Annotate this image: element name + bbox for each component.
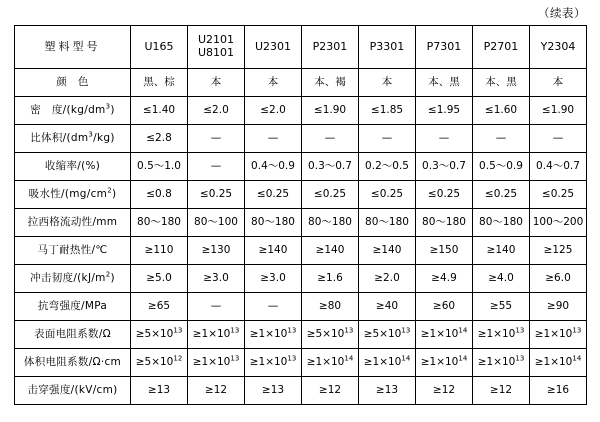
table-cell: ≤0.25	[359, 181, 416, 209]
table-cell: ≤2.0	[188, 97, 245, 125]
table-cell: 100～200	[530, 209, 587, 237]
row-property-label: 比体积$/(dm^3/kg)$	[15, 125, 131, 153]
table-cell: ≤0.25	[302, 181, 359, 209]
table-cell: 80～180	[473, 209, 530, 237]
table-header-row	[15, 26, 587, 69]
table-column-header: Y2304	[530, 26, 587, 69]
table-cell: ≤1.95	[416, 97, 473, 125]
table-cell: $\ge 1\times 10^{13}$	[188, 321, 245, 349]
table-cell: $\ge 1\times 10^{13}$	[473, 349, 530, 377]
table-cell: 0.4～0.7	[530, 153, 587, 181]
table-cell: 本	[188, 69, 245, 97]
table-cell: —	[188, 125, 245, 153]
table-cell: ≥2.0	[359, 265, 416, 293]
table-row	[15, 349, 587, 377]
row-property-label: 抗弯强度/MPa	[15, 293, 131, 321]
table-cell: —	[530, 125, 587, 153]
table-row	[15, 181, 587, 209]
row-property-label: 拉西格流动性/mm	[15, 209, 131, 237]
table-cell: ≥125	[530, 237, 587, 265]
table-cell: —	[359, 125, 416, 153]
table-cell: ≤0.25	[245, 181, 302, 209]
table-cell: —	[245, 293, 302, 321]
table-column-header: U2301	[245, 26, 302, 69]
table-cell: ≥13	[245, 377, 302, 405]
table-cell: ≥90	[530, 293, 587, 321]
row-property-label: 密 度$/(kg/dm^3)$	[15, 97, 131, 125]
table-cell: ≥150	[416, 237, 473, 265]
table-cell: ≤2.0	[245, 97, 302, 125]
table-row	[15, 377, 587, 405]
table-cell: 0.2～0.5	[359, 153, 416, 181]
table-cell: ≥110	[131, 237, 188, 265]
table-cell: $\ge 1\times 10^{13}$	[530, 321, 587, 349]
table-cell: —	[245, 125, 302, 153]
table-cell: 80～180	[245, 209, 302, 237]
column-header-line: U2101	[197, 33, 235, 47]
row-property-label: 收缩率/(%)	[15, 153, 131, 181]
table-cell: 0.5～1.0	[131, 153, 188, 181]
row-property-label: 颜 色	[15, 69, 131, 97]
table-cell: $\ge 5\times 10^{13}$	[131, 321, 188, 349]
table-cell: ≥40	[359, 293, 416, 321]
table-cell: 本、黑	[473, 69, 530, 97]
table-body	[15, 26, 587, 405]
table-corner-header: 塑料型号	[15, 26, 131, 69]
table-row	[15, 293, 587, 321]
table-cell: ≤0.25	[473, 181, 530, 209]
table-cell: ≤1.90	[530, 97, 587, 125]
table-cell: ≤2.8	[131, 125, 188, 153]
table-cell: $\ge 1\times 10^{13}$	[245, 321, 302, 349]
table-cell: $\ge 1\times 10^{14}$	[530, 349, 587, 377]
table-cell: ≥140	[302, 237, 359, 265]
table-cell: $\ge 1\times 10^{13}$	[245, 349, 302, 377]
table-row	[15, 125, 587, 153]
table-row	[15, 209, 587, 237]
row-property-label: 击穿强度/(kV/cm)	[15, 377, 131, 405]
table-cell: 本、黑	[416, 69, 473, 97]
table-cell: ≥13	[359, 377, 416, 405]
table-cell: ≥12	[302, 377, 359, 405]
table-cell: 80～180	[302, 209, 359, 237]
table-cell: —	[188, 153, 245, 181]
continued-table-label: （续表）	[538, 6, 586, 20]
table-cell: ≤0.25	[530, 181, 587, 209]
table-cell: ≤0.8	[131, 181, 188, 209]
row-property-label: 冲击韧度$/(kJ/m^2)$	[15, 265, 131, 293]
table-cell: 0.3～0.7	[416, 153, 473, 181]
table-cell: $\ge 5\times 10^{13}$	[302, 321, 359, 349]
table-cell: ≤0.25	[416, 181, 473, 209]
column-header-line: U8101	[197, 46, 235, 59]
table-column-header: P2301	[302, 26, 359, 69]
table-cell: 80～180	[416, 209, 473, 237]
table-cell: —	[416, 125, 473, 153]
table-cell: ≥60	[416, 293, 473, 321]
plastic-spec-table-wrapper	[14, 25, 586, 405]
table-cell: ≥65	[131, 293, 188, 321]
row-property-label: 吸水性$/(mg/cm^2)$	[15, 181, 131, 209]
table-cell: 本、褐	[302, 69, 359, 97]
table-cell: ≥140	[473, 237, 530, 265]
table-cell: 0.5～0.9	[473, 153, 530, 181]
table-cell: ≥140	[359, 237, 416, 265]
table-cell: ≥12	[473, 377, 530, 405]
table-cell: ≥4.0	[473, 265, 530, 293]
table-cell: ≥16	[530, 377, 587, 405]
table-column-header: P7301	[416, 26, 473, 69]
table-cell: ≥3.0	[245, 265, 302, 293]
table-column-header	[188, 26, 245, 69]
table-column-header: U165	[131, 26, 188, 69]
table-cell: ≤1.90	[302, 97, 359, 125]
table-cell: 80～180	[359, 209, 416, 237]
table-cell: ≥12	[188, 377, 245, 405]
table-row	[15, 321, 587, 349]
table-column-header: P2701	[473, 26, 530, 69]
table-cell: $\ge 5\times 10^{13}$	[359, 321, 416, 349]
table-row	[15, 153, 587, 181]
table-cell: $\ge 5\times 10^{12}$	[131, 349, 188, 377]
table-cell: 本	[245, 69, 302, 97]
table-cell: $\ge 1\times 10^{14}$	[416, 349, 473, 377]
table-cell: ≥1.6	[302, 265, 359, 293]
table-cell: ≥5.0	[131, 265, 188, 293]
table-row	[15, 69, 587, 97]
table-cell: ≥4.9	[416, 265, 473, 293]
row-property-label: 体积电阻系数/Ω·cm	[15, 349, 131, 377]
table-cell: $\ge 1\times 10^{13}$	[188, 349, 245, 377]
table-cell: ≤1.60	[473, 97, 530, 125]
table-cell: ≤1.40	[131, 97, 188, 125]
table-cell: $\ge 1\times 10^{14}$	[302, 349, 359, 377]
table-cell: ≥55	[473, 293, 530, 321]
table-cell: —	[302, 125, 359, 153]
table-cell: 本	[359, 69, 416, 97]
row-property-label: 马丁耐热性/℃	[15, 237, 131, 265]
table-cell: —	[473, 125, 530, 153]
table-cell: ≥6.0	[530, 265, 587, 293]
row-property-label: 表面电阻系数/Ω	[15, 321, 131, 349]
table-cell: ≥130	[188, 237, 245, 265]
table-cell: ≤1.85	[359, 97, 416, 125]
table-cell: ≥140	[245, 237, 302, 265]
table-cell: 80～100	[188, 209, 245, 237]
table-column-header: P3301	[359, 26, 416, 69]
table-cell: 0.4～0.9	[245, 153, 302, 181]
table-cell: 80～180	[131, 209, 188, 237]
table-cell: ≥13	[131, 377, 188, 405]
table-cell: ≥12	[416, 377, 473, 405]
table-cell: 黑、棕	[131, 69, 188, 97]
table-row	[15, 97, 587, 125]
table-cell: ≥3.0	[188, 265, 245, 293]
table-cell: $\ge 1\times 10^{13}$	[473, 321, 530, 349]
plastic-spec-table	[14, 25, 587, 405]
table-cell: ≥80	[302, 293, 359, 321]
table-row	[15, 265, 587, 293]
table-cell: $\ge 1\times 10^{14}$	[416, 321, 473, 349]
table-cell: —	[188, 293, 245, 321]
table-cell: 本	[530, 69, 587, 97]
table-row	[15, 237, 587, 265]
table-cell: $\ge 1\times 10^{14}$	[359, 349, 416, 377]
table-cell: ≤0.25	[188, 181, 245, 209]
table-cell: 0.3～0.7	[302, 153, 359, 181]
